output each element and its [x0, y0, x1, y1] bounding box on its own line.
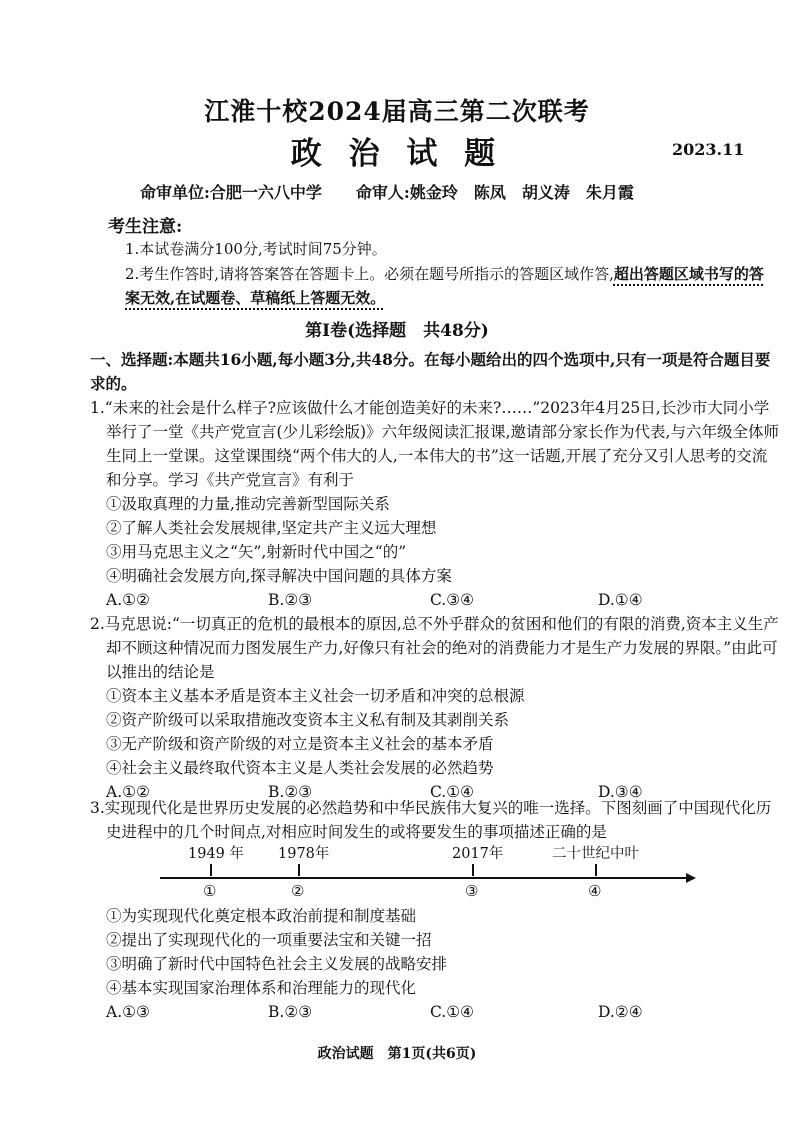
choice-b: B.②③ — [268, 591, 313, 609]
timeline-label: 1978年 — [278, 846, 330, 862]
choice-d: D.②④ — [598, 1003, 643, 1021]
timeline-marker: ① — [203, 882, 217, 900]
question-option: ④明确社会发展方向,探寻解决中国问题的具体方案 — [106, 567, 452, 585]
answer-choices — [90, 1000, 780, 1024]
notice-item-2 — [125, 262, 775, 310]
question-option: ①为实现现代化奠定根本政治前提和制度基础 — [106, 907, 417, 925]
timeline-marker: ② — [291, 882, 305, 900]
choice-a: A.①② — [106, 591, 150, 609]
choice-b: B.②③ — [268, 1003, 313, 1021]
choice-c: C.③④ — [430, 591, 475, 609]
notice-item-2-emphasis: 超出答题区域书写的答案无效,在试题卷、草稿纸上答题无效。 — [125, 265, 764, 307]
page-footer: 政治试题 第1页(共6页) — [317, 1046, 477, 1062]
authors-unit: 命审单位:合肥一六八中学 — [140, 183, 322, 202]
question-option: ②提出了实现现代化的一项重要法宝和关键一招 — [106, 931, 432, 949]
choice-d: D.①④ — [598, 591, 643, 609]
timeline-marker: ④ — [588, 882, 602, 900]
choice-b: B.②③ — [268, 783, 313, 801]
notice-item-2-text: 2.考生作答时,请将答案答在答题卡上。必须在题号所指示的答题区域作答, — [125, 265, 614, 283]
authors-people: 命审人:姚金玲 陈凤 胡义涛 朱月霞 — [355, 183, 634, 202]
exam-date: 2023.11 — [672, 140, 745, 159]
question-option: ③明确了新时代中国特色社会主义发展的战略安排 — [106, 955, 448, 973]
answer-choices — [90, 588, 780, 612]
timeline-point-1 — [188, 842, 245, 900]
choice-c: C.①④ — [430, 1003, 475, 1021]
question-option: ②资产阶级可以采取措施改变资本主义私有制及其剥削关系 — [106, 711, 510, 729]
exam-subject-title: 政 治 试 题 — [290, 136, 504, 172]
question-option: ②了解人类社会发展规律,坚定共产主义远大理想 — [106, 519, 437, 537]
authors-line — [140, 180, 634, 203]
timeline-label: 1949 年 — [188, 846, 245, 862]
timeline-arrow-icon — [686, 873, 696, 883]
choice-d: D.③④ — [598, 783, 643, 801]
question-option: ④社会主义最终取代资本主义是人类社会发展的必然趋势 — [106, 759, 494, 777]
part-heading: 一、选择题:本题共16小题,每小题3分,共48分。在每小题给出的四个选项中,只有一项是符合题目要求的。 — [90, 350, 771, 393]
choice-a: A.①② — [106, 783, 150, 801]
choice-a: A.①③ — [106, 1003, 150, 1021]
exam-series-title: 江淮十校2024届高三第二次联考 — [204, 97, 590, 126]
timeline-marker: ③ — [465, 882, 479, 900]
question-option: ④基本实现国家治理体系和治理能力的现代化 — [106, 979, 417, 997]
question-option: ③无产阶级和资产阶级的对立是资本主义社会的基本矛盾 — [106, 735, 494, 753]
notice-item-1: 1.本试卷满分100分,考试时间75分钟。 — [125, 240, 387, 258]
timeline-axis — [160, 877, 688, 879]
question-stem: 1.“未来的社会是什么样子?应该做什么才能创造美好的未来?……”2023年4月25日,长沙市大同小学举行了一堂《共产党宣言(少儿彩绘版)》六年级阅读汇报课,邀请部分家长作为代表,与六年级全体师生同上一堂课。这堂课围绕“两个伟大的人,一本伟大的书”这一话题,开展了充分又引人思考的交流和分享。学习《共产党宣言》有利于 — [90, 399, 779, 489]
question-stem: 2.马克思说:“一切真正的危机的最根本的原因,总不外乎群众的贫困和他们的有限的消费,资本主义生产却不顾这种情况而力图发展生产力,好像只有社会的绝对的消费能力才是生产力发展的界限。”由此可以推出的结论是 — [90, 615, 779, 681]
choice-c: C.①④ — [430, 783, 475, 801]
notice-heading: 考生注意: — [108, 217, 183, 237]
question-3-options — [90, 904, 780, 1024]
question-stem: 3.实现现代化是世界历史发展的必然趋势和中华民族伟大复兴的唯一选择。下图刻画了中国现代化历史进程中的几个时间点,对相应时间发生的或将要发生的事项描述正确的是 — [90, 799, 772, 841]
timeline-point-4 — [552, 842, 639, 900]
question-option: ③用马克思主义之“矢”,射新时代中国之“的” — [106, 543, 407, 561]
timeline-point-2 — [278, 842, 330, 900]
timeline-point-3 — [452, 842, 504, 900]
timeline-diagram — [160, 842, 700, 902]
section-heading: 第Ⅰ卷(选择题 共48分) — [305, 321, 489, 341]
timeline-label: 2017年 — [452, 846, 504, 862]
question-1 — [90, 396, 780, 612]
question-option: ①资本主义基本矛盾是资本主义社会一切矛盾和冲突的总根源 — [106, 687, 525, 705]
question-2 — [90, 612, 780, 804]
timeline-label: 二十世纪中叶 — [552, 846, 639, 862]
question-option: ①汲取真理的力量,推动完善新型国际关系 — [106, 495, 390, 513]
question-3 — [90, 796, 780, 844]
